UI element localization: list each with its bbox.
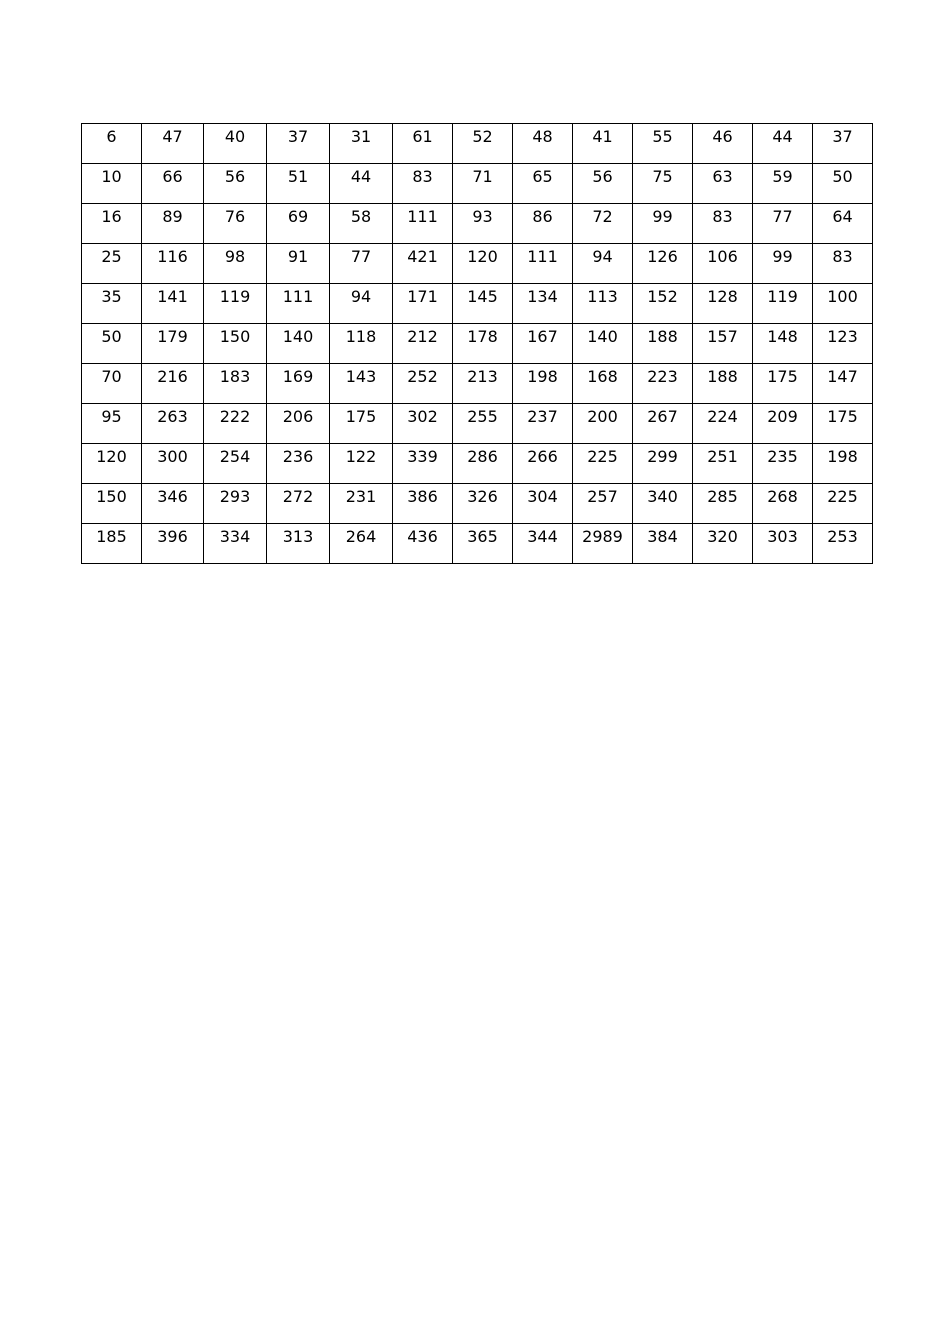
- table-cell: 50: [813, 164, 873, 204]
- table-cell: 40: [204, 124, 267, 164]
- table-cell: 100: [813, 284, 873, 324]
- table-cell: 56: [573, 164, 633, 204]
- table-cell: 157: [693, 324, 753, 364]
- data-table: [81, 123, 873, 564]
- table-cell: 209: [753, 404, 813, 444]
- table-row: [82, 244, 873, 284]
- table-cell: 152: [633, 284, 693, 324]
- table-cell: 44: [330, 164, 393, 204]
- table-cell: 91: [267, 244, 330, 284]
- table-cell: 52: [453, 124, 513, 164]
- table-cell: 63: [693, 164, 753, 204]
- table-cell: 326: [453, 484, 513, 524]
- table-cell: 61: [393, 124, 453, 164]
- table-cell: 35: [82, 284, 142, 324]
- table-cell: 334: [204, 524, 267, 564]
- table-cell: 94: [573, 244, 633, 284]
- table-cell: 111: [267, 284, 330, 324]
- table-cell: 56: [204, 164, 267, 204]
- table-row: [82, 324, 873, 364]
- table-cell: 75: [633, 164, 693, 204]
- table-cell: 119: [204, 284, 267, 324]
- table-cell: 313: [267, 524, 330, 564]
- table-cell: 222: [204, 404, 267, 444]
- table-cell: 150: [204, 324, 267, 364]
- table-cell: 252: [393, 364, 453, 404]
- table-cell: 300: [142, 444, 204, 484]
- table-row: [82, 444, 873, 484]
- table-cell: 179: [142, 324, 204, 364]
- table-cell: 55: [633, 124, 693, 164]
- table-cell: 212: [393, 324, 453, 364]
- table-cell: 76: [204, 204, 267, 244]
- table-cell: 10: [82, 164, 142, 204]
- table-cell: 365: [453, 524, 513, 564]
- table-cell: 6: [82, 124, 142, 164]
- table-cell: 178: [453, 324, 513, 364]
- table-cell: 421: [393, 244, 453, 284]
- table-cell: 263: [142, 404, 204, 444]
- table-cell: 46: [693, 124, 753, 164]
- table-cell: 93: [453, 204, 513, 244]
- table-cell: 145: [453, 284, 513, 324]
- table-cell: 140: [573, 324, 633, 364]
- table-cell: 48: [513, 124, 573, 164]
- table-cell: 175: [330, 404, 393, 444]
- table-cell: 83: [813, 244, 873, 284]
- table-cell: 286: [453, 444, 513, 484]
- table-cell: 200: [573, 404, 633, 444]
- table-cell: 167: [513, 324, 573, 364]
- table-cell: 150: [82, 484, 142, 524]
- table-cell: 251: [693, 444, 753, 484]
- table-cell: 86: [513, 204, 573, 244]
- table-cell: 386: [393, 484, 453, 524]
- table-cell: 83: [393, 164, 453, 204]
- table-cell: 64: [813, 204, 873, 244]
- table-cell: 58: [330, 204, 393, 244]
- table-row: [82, 124, 873, 164]
- table-cell: 83: [693, 204, 753, 244]
- table-cell: 116: [142, 244, 204, 284]
- table-body: [82, 124, 873, 564]
- table-cell: 70: [82, 364, 142, 404]
- table-cell: 303: [753, 524, 813, 564]
- table-cell: 77: [330, 244, 393, 284]
- table-row: [82, 484, 873, 524]
- table-row: [82, 284, 873, 324]
- table-cell: 304: [513, 484, 573, 524]
- table-cell: 223: [633, 364, 693, 404]
- table-cell: 272: [267, 484, 330, 524]
- table-cell: 198: [813, 444, 873, 484]
- table-row: [82, 204, 873, 244]
- table-cell: 235: [753, 444, 813, 484]
- table-cell: 302: [393, 404, 453, 444]
- table-cell: 340: [633, 484, 693, 524]
- table-cell: 65: [513, 164, 573, 204]
- table-cell: 168: [573, 364, 633, 404]
- table-row: [82, 524, 873, 564]
- table-cell: 339: [393, 444, 453, 484]
- table-cell: 50: [82, 324, 142, 364]
- table-cell: 111: [513, 244, 573, 284]
- table-cell: 225: [813, 484, 873, 524]
- table-cell: 128: [693, 284, 753, 324]
- table-cell: 2989: [573, 524, 633, 564]
- table-cell: 94: [330, 284, 393, 324]
- table-cell: 37: [267, 124, 330, 164]
- table-cell: 118: [330, 324, 393, 364]
- table-cell: 267: [633, 404, 693, 444]
- table-cell: 188: [633, 324, 693, 364]
- table-cell: 126: [633, 244, 693, 284]
- table-cell: 140: [267, 324, 330, 364]
- table-cell: 148: [753, 324, 813, 364]
- table-cell: 106: [693, 244, 753, 284]
- table-cell: 141: [142, 284, 204, 324]
- table-cell: 344: [513, 524, 573, 564]
- table-cell: 59: [753, 164, 813, 204]
- table-cell: 119: [753, 284, 813, 324]
- table-cell: 72: [573, 204, 633, 244]
- table-cell: 188: [693, 364, 753, 404]
- table-cell: 216: [142, 364, 204, 404]
- table-cell: 99: [633, 204, 693, 244]
- table-cell: 69: [267, 204, 330, 244]
- table-cell: 299: [633, 444, 693, 484]
- table-cell: 89: [142, 204, 204, 244]
- table-cell: 266: [513, 444, 573, 484]
- table-cell: 183: [204, 364, 267, 404]
- table-cell: 268: [753, 484, 813, 524]
- table-cell: 198: [513, 364, 573, 404]
- table-cell: 120: [82, 444, 142, 484]
- table-cell: 25: [82, 244, 142, 284]
- table-cell: 231: [330, 484, 393, 524]
- table-cell: 51: [267, 164, 330, 204]
- table-cell: 77: [753, 204, 813, 244]
- table-cell: 47: [142, 124, 204, 164]
- table-cell: 224: [693, 404, 753, 444]
- table-cell: 169: [267, 364, 330, 404]
- table-cell: 436: [393, 524, 453, 564]
- table-cell: 255: [453, 404, 513, 444]
- table-cell: 293: [204, 484, 267, 524]
- table-cell: 257: [573, 484, 633, 524]
- table-cell: 71: [453, 164, 513, 204]
- table-cell: 16: [82, 204, 142, 244]
- table-cell: 253: [813, 524, 873, 564]
- table-cell: 213: [453, 364, 513, 404]
- table-cell: 320: [693, 524, 753, 564]
- table-cell: 175: [813, 404, 873, 444]
- table-cell: 123: [813, 324, 873, 364]
- table-cell: 98: [204, 244, 267, 284]
- table-cell: 254: [204, 444, 267, 484]
- table-cell: 175: [753, 364, 813, 404]
- table-cell: 37: [813, 124, 873, 164]
- table-cell: 111: [393, 204, 453, 244]
- table-cell: 237: [513, 404, 573, 444]
- table-cell: 120: [453, 244, 513, 284]
- table-cell: 236: [267, 444, 330, 484]
- table-cell: 134: [513, 284, 573, 324]
- table-cell: 264: [330, 524, 393, 564]
- table-cell: 206: [267, 404, 330, 444]
- table-row: [82, 404, 873, 444]
- table-cell: 384: [633, 524, 693, 564]
- table-cell: 143: [330, 364, 393, 404]
- table-cell: 171: [393, 284, 453, 324]
- table-cell: 285: [693, 484, 753, 524]
- table-row: [82, 364, 873, 404]
- table-cell: 99: [753, 244, 813, 284]
- table-cell: 113: [573, 284, 633, 324]
- table-cell: 346: [142, 484, 204, 524]
- table-cell: 147: [813, 364, 873, 404]
- table-cell: 122: [330, 444, 393, 484]
- table-cell: 66: [142, 164, 204, 204]
- table-cell: 31: [330, 124, 393, 164]
- table-cell: 396: [142, 524, 204, 564]
- table-cell: 44: [753, 124, 813, 164]
- table-row: [82, 164, 873, 204]
- table-cell: 225: [573, 444, 633, 484]
- table-cell: 185: [82, 524, 142, 564]
- table-cell: 95: [82, 404, 142, 444]
- table-cell: 41: [573, 124, 633, 164]
